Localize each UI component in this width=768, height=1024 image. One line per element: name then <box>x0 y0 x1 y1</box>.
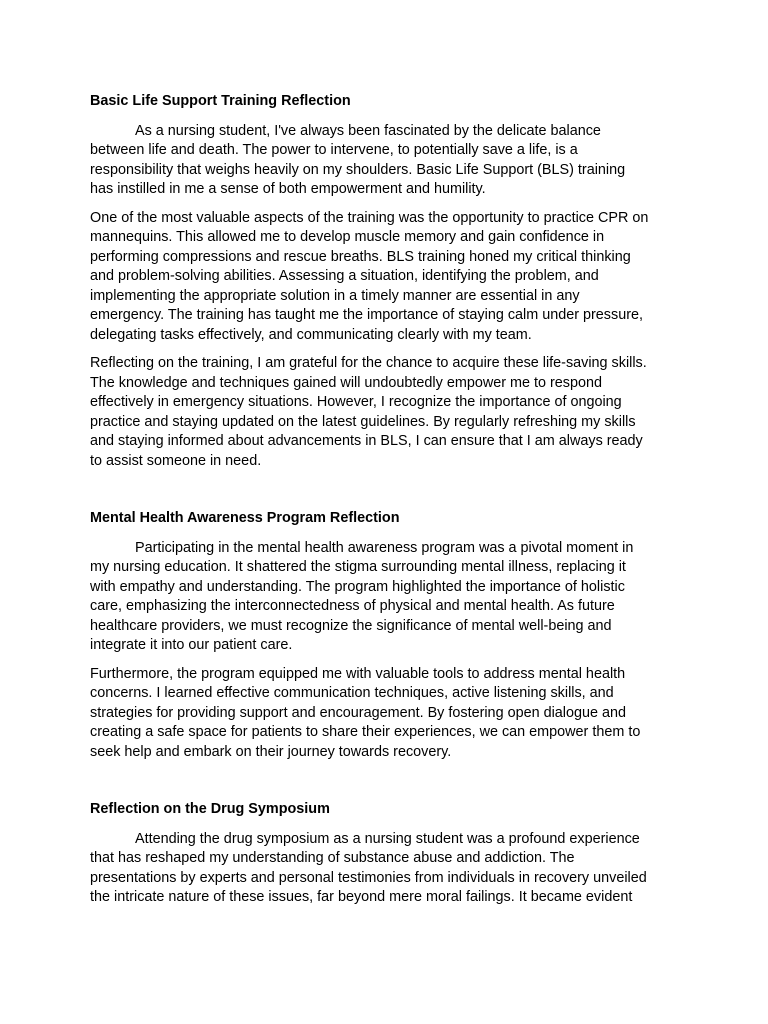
document-body <box>90 92 690 917</box>
section-mental-health-reflection <box>90 509 690 762</box>
section-bls-reflection <box>90 92 690 471</box>
paragraph: Attending the drug symposium as a nursing student was a profound experience that has reshaped my understanding of substance abuse and addiction. The presentations by experts and personal testimonies from individuals in recovery unveiled the intricate nature of these issues, far beyond mere moral failings. It became evident <box>90 830 647 905</box>
paragraph: Participating in the mental health awareness program was a pivotal moment in my nursing education. It shattered the stigma surrounding mental illness, replacing it with empathy and understanding. The program highlighted the importance of holistic care, emphasizing the interconnectedness of physical and mental health. As future healthcare providers, we must recognize the significance of mental well-being and integrate it into our patient care. <box>90 539 634 653</box>
section-heading: Basic Life Support Training Reflection <box>90 93 351 109</box>
paragraph: One of the most valuable aspects of the training was the opportunity to practice CPR on mannequins. This allowed me to develop muscle memory and gain confidence in performing compressions and rescue breaths. BLS training honed my critical thinking and problem-solving abilities. Assessing a situation, identifying the problem, and implementing the appropriate solution in a timely manner are essential in any emergency. The training has taught me the importance of staying calm under pressure, delegating tasks effectively, and communicating clearly with my team. <box>90 209 649 343</box>
section-spacer <box>90 771 690 800</box>
section-heading: Mental Health Awareness Program Reflection <box>90 510 400 526</box>
section-drug-symposium-reflection <box>90 800 690 908</box>
paragraph: Furthermore, the program equipped me with valuable tools to address mental health concerns. I learned effective communication techniques, active listening skills, and strategies for providing support and encouragement. By fostering open dialogue and creating a safe space for patients to share their experiences, we can empower them to seek help and embark on their journey towards recovery. <box>90 665 641 760</box>
paragraph: Reflecting on the training, I am grateful for the chance to acquire these life-saving skills. The knowledge and techniques gained will undoubtedly empower me to respond effectively in emergency situations. However, I recognize the importance of ongoing practice and staying updated on the latest guidelines. By regularly refreshing my skills and staying informed about advancements in BLS, I can ensure that I am always ready to assist someone in need. <box>90 355 647 469</box>
section-heading: Reflection on the Drug Symposium <box>90 801 330 817</box>
section-spacer <box>90 480 690 509</box>
paragraph: As a nursing student, I've always been fascinated by the delicate balance between life and death. The power to intervene, to potentially save a life, is a responsibility that weighs heavily on my shoulders. Basic Life Support (BLS) training has instilled in me a sense of both empowerment and humility. <box>90 122 626 197</box>
